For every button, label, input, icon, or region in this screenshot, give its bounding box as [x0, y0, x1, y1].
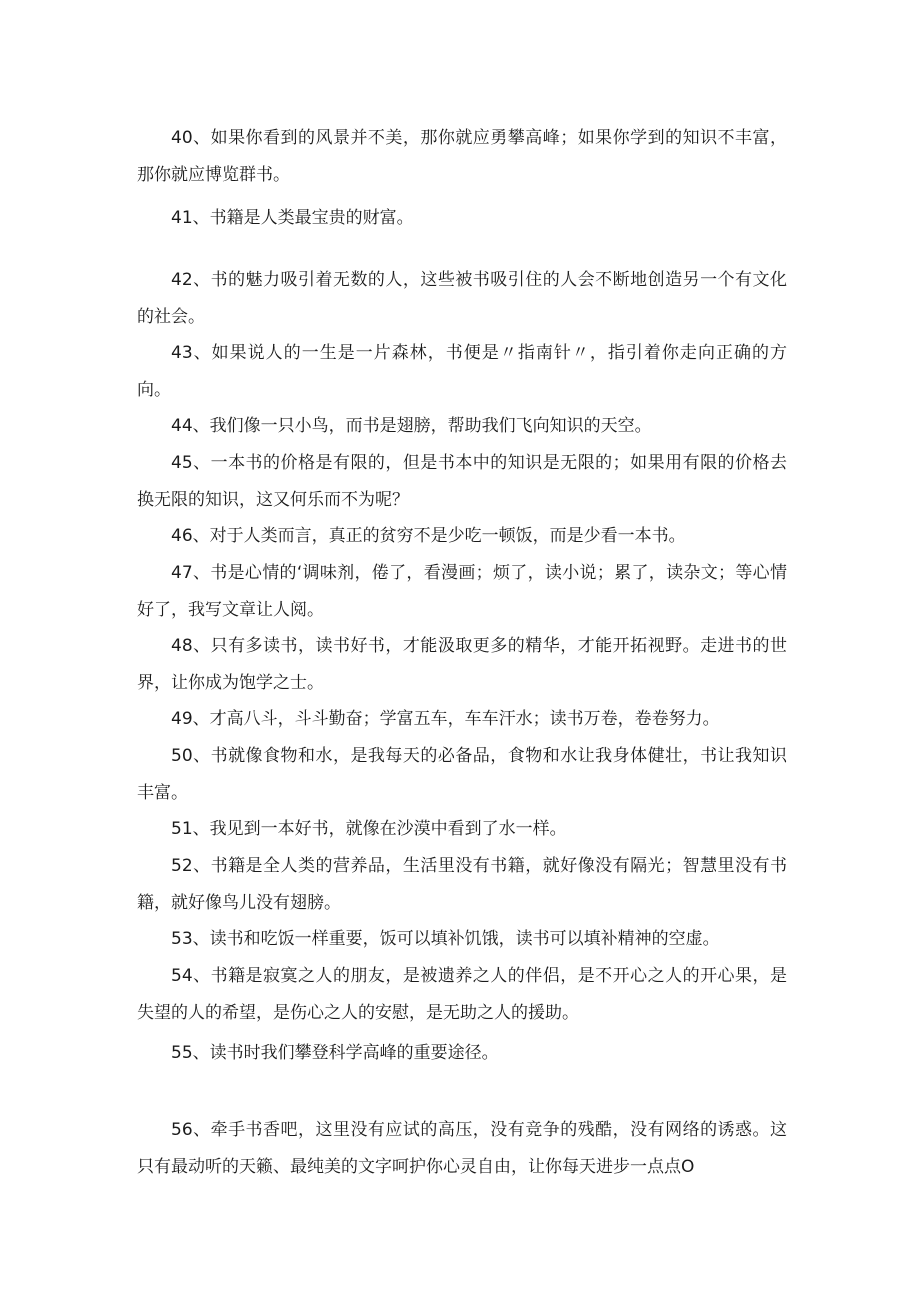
quote-48: 48、只有多读书，读书好书，才能汲取更多的精华，才能开拓视野。走进书的世界，让你成为饱学之士。	[137, 636, 787, 693]
quote-52: 52、书籍是全人类的营养品，生活里没有书籍，就好像没有隔光；智慧里没有书籍，就好像鸟儿没有翅膀。	[137, 856, 787, 913]
quote-41: 41、书籍是人类最宝贵的财富。	[171, 208, 414, 228]
quote-44: 44、我们像一只小鸟，而书是翅膀，帮助我们飞向知识的天空。	[171, 416, 652, 436]
quote-55: 55、读书时我们攀登科学高峰的重要途径。	[171, 1043, 499, 1063]
quote-51: 51、我见到一本好书，就像在沙漠中看到了水一样。	[171, 819, 567, 839]
quote-45: 45、一本书的价格是有限的，但是书本中的知识是无限的；如果用有限的价格去换无限的知识，这又何乐而不为呢？	[137, 453, 787, 510]
quote-50: 50、书就像食物和水，是我每天的必备品，食物和水让我身体健壮，书让我知识丰富。	[137, 746, 787, 803]
quote-47: 47、书是心情的‘调味剂，倦了，看漫画；烦了，读小说；累了，读杂文；等心情好了，我写文章让人阅。	[137, 563, 787, 620]
quote-42: 42、书的魅力吸引着无数的人，这些被书吸引住的人会不断地创造另一个有文化的社会。	[137, 270, 787, 327]
quote-46: 46、对于人类而言，真正的贫穷不是少吃一顿饭，而是少看一本书。	[171, 526, 686, 546]
quote-49: 49、才高八斗，斗斗勤奋；学富五车，车车汗水；读书万卷，卷卷努力。	[171, 709, 720, 729]
quote-43: 43、如果说人的一生是一片森林，书便是〃指南针〃，指引着你走向正确的方向。	[137, 343, 787, 400]
quote-53: 53、读书和吃饭一样重要，饭可以填补饥饿，读书可以填补精神的空虚。	[171, 929, 720, 949]
quote-56: 56、牵手书香吧，这里没有应试的高压，没有竞争的残酷，没有网络的诱惑。这只有最动听的天籁、最纯美的文字呵护你心灵自由，让你每天进步一点点O	[137, 1120, 787, 1177]
quote-40: 40、如果你看到的风景并不美，那你就应勇攀高峰；如果你学到的知识不丰富，那你就应博览群书。	[137, 128, 787, 185]
quote-54: 54、书籍是寂寞之人的朋友，是被遗养之人的伴侣，是不开心之人的开心果，是失望的人的希望，是伤心之人的安慰，是无助之人的援助。	[137, 966, 787, 1023]
